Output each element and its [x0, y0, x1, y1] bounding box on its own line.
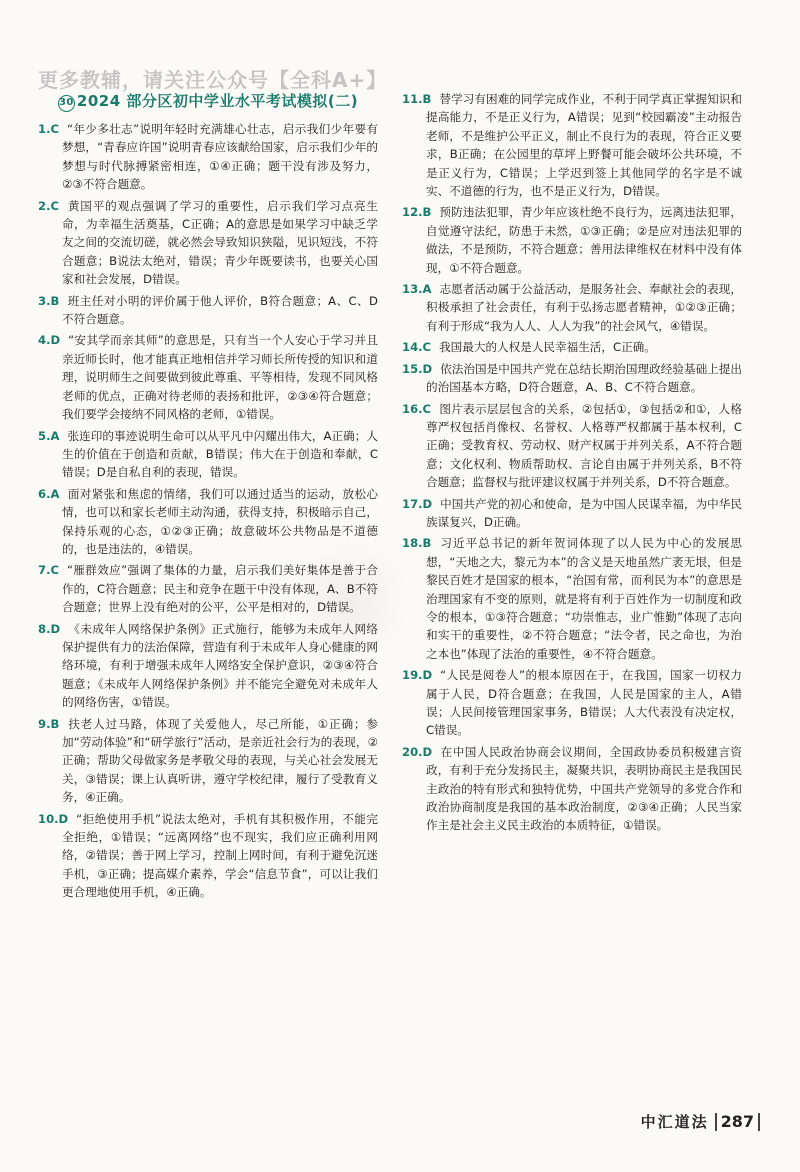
answer-item [402, 743, 742, 835]
explanation-text: 班主任对小明的评价属于他人评价，B符合题意；A、C、D不符合题意。 [62, 293, 378, 327]
answer-item [38, 331, 378, 423]
section-title [38, 90, 378, 112]
answer-letter: C [422, 340, 432, 355]
answer-letter: D [50, 621, 61, 636]
question-number: 20. [402, 744, 423, 759]
answer-item [402, 203, 742, 277]
question-number: 17. [402, 496, 423, 511]
answer-letter: C [50, 198, 59, 213]
explanation-text: 依法治国是中国共产党在总结长期治国理政经验基础上提出的治国基本方略，D符合题意，A、B、C不符合题意。 [426, 361, 742, 395]
question-number: 11. [402, 92, 423, 106]
explanation-text: 面对紧张和焦虑的情绪，我们可以通过适当的运动，放松心情，也可以和家长老师主动沟通，获得支持，积极暗示自己，保持乐观的心态，①②③正确；故意破坏公共物品是不道德的，也是违法的，④错误。 [62, 486, 378, 556]
right-answer-list [402, 90, 742, 835]
answer-item [38, 810, 378, 902]
answer-letter: C [50, 122, 59, 136]
explanation-text: 习近平总书记的新年贺词体现了以人民为中心的发展思想，“天地之大，黎元为本”的含义是天地虽然广袤无垠，但是黎民百姓才是国家的根本，“治国有常，而利民为本”的意思是治理国家有不变的原则，就是将有利于百姓作为一切制度和政令的根本，①③符合题意；“功崇惟志，业广惟勤”体现了志向和实干的重要性，②不符合题意；“法令者，民之命也，为治之本也”体现了法治的重要性，④不符合题意。 [426, 536, 742, 661]
question-number: 4. [38, 333, 51, 348]
question-number: 16. [402, 401, 423, 416]
answer-letter: C [422, 401, 432, 416]
watermark-text: 更多教辅，请关注公众号【全科A+】 [38, 68, 388, 92]
answer-letter: C [50, 563, 59, 578]
explanation-text: 中国共产党的初心和使命，是为中国人民谋幸福，为中华民族谋复兴，D正确。 [426, 496, 742, 529]
explanation-text: 在中国人民政治协商会议期间，全国政协委员积极建言资政，有利于充分发扬民主，凝聚共识，表明协商民主是我国民主政治的特有形式和独特优势，中国共产党领导的多党合作和政治协商制度是我国的基本政治制度，②③④正确；人民当家作主是社会主义民主政治的本质特征，①错误。 [426, 744, 742, 833]
left-answer-list [38, 120, 378, 902]
page-footer [641, 1111, 760, 1132]
answer-item [402, 280, 742, 335]
answer-letter: A [422, 282, 432, 297]
question-number: 18. [402, 536, 423, 551]
question-number: 5. [38, 428, 51, 443]
question-number: 1. [38, 122, 51, 136]
section-title-text: 2024 部分区初中学业水平考试模拟(二) [76, 92, 359, 110]
explanation-text: “雁群效应”强调了集体的力量，启示我们美好集体是善于合作的，C符合题意；民主和竞争在题干中没有体现，A、B不符合题意；世界上没有绝对的公平，公平是相对的，D错误。 [62, 563, 378, 615]
explanation-text: 替学习有困难的同学完成作业，不利于同学真正掌握知识和提高能力，不是正义行为，A错误；见到“校园霸凌”主动报告老师，不是维护公平正义，制止不良行为的表现，符合正义要求，B正确；在公园里的草坪上野餐可能会破坏公共环境，不是正义行为，C错误；上学迟到签上其他同学的名字是不诚实、不道德的行为，也不是正义行为，D错误。 [426, 92, 742, 199]
answer-item [402, 400, 742, 492]
answer-letter: D [422, 496, 433, 511]
explanation-text: 图片表示层层包含的关系，②包括①，③包括②和①，人格尊严权包括肖像权、名誉权、人格尊严权都属于基本权利，C正确；受教育权、劳动权、财产权属于并列关系，A不符合题意；文化权利、物质帮助权、言论自由属于并列关系，B不符合题意；监督权与批评建议权属于并列关系，D不符合题意。 [426, 401, 742, 490]
answer-item [402, 360, 742, 397]
answer-letter: B [422, 205, 432, 220]
question-number: 14. [402, 340, 423, 355]
page-number: 287 [715, 1113, 760, 1131]
explanation-text: “人民是阅卷人”的根本原因在于，在我国，国家一切权力属于人民，D符合题意；在我国，人民是国家的主人，A错误；人民间接管理国家事务，B错误；人大代表没有决定权，C错误。 [426, 668, 742, 738]
question-number: 6. [38, 486, 51, 501]
question-number: 8. [38, 621, 51, 636]
answer-letter: B [50, 293, 60, 308]
right-column [402, 90, 742, 838]
answer-item [38, 427, 378, 482]
answer-item [38, 561, 378, 616]
question-number: 9. [38, 716, 51, 731]
question-number: 2. [38, 198, 51, 213]
section-number-badge: 30 [58, 95, 75, 112]
answer-item [38, 620, 378, 712]
question-number: 19. [402, 668, 423, 683]
explanation-text: 我国最大的人权是人民幸福生活，C正确。 [439, 340, 656, 355]
answer-item [402, 338, 742, 356]
question-number: 3. [38, 293, 51, 308]
answer-item [402, 534, 742, 663]
question-number: 13. [402, 282, 423, 297]
question-number: 15. [402, 361, 423, 376]
answer-item [402, 666, 742, 740]
explanation-text: 预防违法犯罪，青少年应该杜绝不良行为，远离违法犯罪，自觉遵守法纪，防患于未然，①③正确；②是应对违法犯罪的做法，不是预防，不符合题意；善用法律维权在材料中没有体现，①不符合题意。 [426, 205, 742, 275]
answer-letter: D [422, 668, 433, 683]
answer-letter: D [50, 333, 61, 348]
explanation-text: 黄国平的观点强调了学习的重要性，启示我们学习点亮生命，为幸福生活奠基，C正确；A的意思是如果学习中缺乏学友之间的交流切磋，就必然会导致知识狭隘，见识短浅，不符合题意；B说法太绝对，错误；青少年既要读书，也要关心国家和社会发展，D错误。 [62, 198, 378, 287]
answer-item [38, 292, 378, 329]
explanation-text: 志愿者活动属于公益活动，是服务社会、奉献社会的表现，积极承担了社会责任，有利于弘扬志愿者精神，①②③正确；有利于形成“我为人人、人人为我”的社会风气，④错误。 [426, 282, 742, 333]
answer-item [38, 197, 378, 289]
explanation-text: “安其学而亲其师”的意思是，只有当一个人安心于学习并且亲近师长时，他才能真正地相信并学习师长所传授的知识和道理，说明师生之间要做到彼此尊重、平等相待，发现不同风格老师的优点，正确对待老师的表扬和批评，②③④符合题意；我们要学会接纳不同风格的老师，①错误。 [62, 333, 378, 422]
footer-brand: 中汇道法 [640, 1113, 709, 1131]
answer-letter: D [422, 744, 433, 759]
left-column [38, 90, 378, 905]
answer-letter: B [422, 92, 432, 106]
answer-letter: D [58, 811, 69, 826]
answer-letter: A [50, 486, 60, 501]
answer-letter: B [422, 536, 432, 551]
explanation-text: 扶老人过马路，体现了关爱他人，尽己所能，①正确；参加“劳动体验”和“研学旅行”活动，是亲近社会行为的表现，②正确；帮助父母做家务是孝敬父母的表现，与关心社会发展无关，③错误；课上认真听讲，遵守学校纪律，履行了受教育义务，④正确。 [62, 716, 378, 805]
answer-letter: A [50, 428, 60, 443]
question-number: 7. [38, 563, 51, 578]
answer-item [38, 485, 378, 559]
question-number: 10. [38, 811, 59, 826]
question-number: 12. [402, 205, 423, 220]
explanation-text: 《未成年人网络保护条例》正式施行，能够为未成年人网络保护提供有力的法治保障，营造有利于未成年人身心健康的网络环境，有利于增强未成年人网络安全保护意识，②③④符合题意；《未成年人网络保护条例》并不能完全避免对未成年人的网络伤害，①错误。 [62, 621, 378, 710]
answer-item [402, 90, 742, 200]
answer-item [38, 120, 378, 194]
answer-letter: B [50, 716, 60, 731]
answer-letter: D [422, 361, 433, 376]
explanation-text: 张连印的事迹说明生命可以从平凡中闪耀出伟大，A正确；人生的价值在于创造和贡献，B错误；伟大在于创造和奉献，C错误；D是自私自利的表现，错误。 [62, 428, 378, 480]
explanation-text: “年少多壮志”说明年轻时充满雄心壮志，启示我们少年要有梦想，“青春应许国”说明青春应该献给国家，启示我们少年的梦想与时代脉搏紧密相连，①④正确；题干没有涉及努力，②③不符合题意。 [62, 122, 378, 192]
answer-item [402, 495, 742, 532]
explanation-text: “拒绝使用手机”说法太绝对，手机有其积极作用，不能完全拒绝，①错误；“远离网络”也不现实，我们应正确利用网络，②错误；善于网上学习，控制上网时间，有利于避免沉迷手机，③正确；提高媒介素养，学会“信息节食”，可以让我们更合理地使用手机，④正确。 [62, 811, 378, 900]
answer-item [38, 715, 378, 807]
